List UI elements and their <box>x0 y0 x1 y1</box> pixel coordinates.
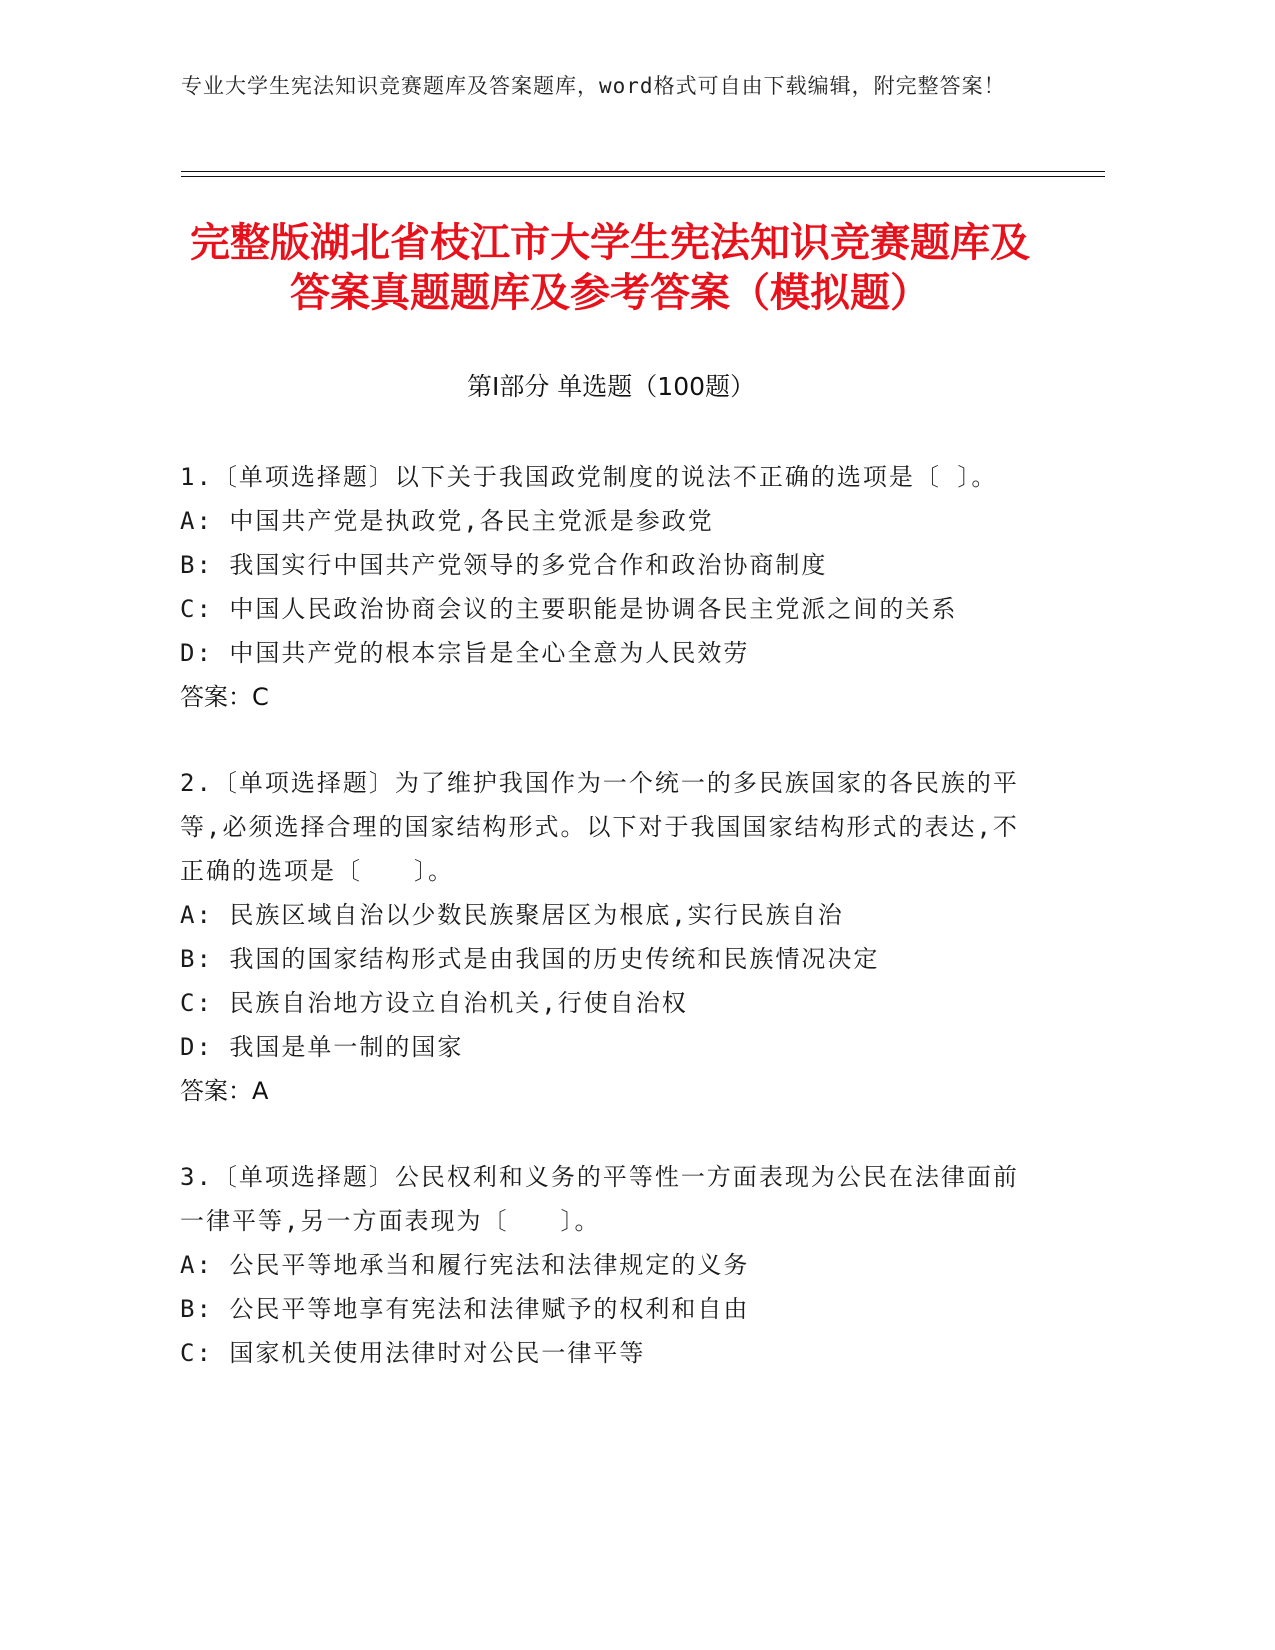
header-divider-bottom <box>181 176 1105 177</box>
option-b: B: 公民平等地享有宪法和法律赋予的权利和自由 <box>180 1295 750 1323</box>
question-stem: 2.〔单项选择题〕为了维护我国作为一个统一的多民族国家的各民族的平等,必须选择合理的国家结构形式。以下对于我国国家结构形式的表达,不正确的选项是〔 〕。 <box>180 769 1019 885</box>
answer: 答案：A <box>180 1077 269 1105</box>
option-c: C: 中国人民政治协商会议的主要职能是协调各民主党派之间的关系 <box>180 595 958 623</box>
header-note: 专业大学生宪法知识竞赛题库及答案题库，word格式可自由下载编辑，附完整答案！ <box>181 74 1006 98</box>
option-b: B: 我国的国家结构形式是由我国的历史传统和民族情况决定 <box>180 945 880 973</box>
option-a: A: 中国共产党是执政党,各民主党派是参政党 <box>180 507 714 535</box>
question-stem: 3.〔单项选择题〕公民权利和义务的平等性一方面表现为公民在法律面前一律平等,另一方面表现为〔 〕。 <box>180 1163 1019 1235</box>
question-stem: 1.〔单项选择题〕以下关于我国政党制度的说法不正确的选项是〔 〕。 <box>180 463 998 491</box>
option-c: C: 国家机关使用法律时对公民一律平等 <box>180 1339 646 1367</box>
option-d: D: 中国共产党的根本宗旨是全心全意为人民效劳 <box>180 639 750 667</box>
section-heading: 第Ⅰ部分 单选题（100题） <box>466 372 756 401</box>
question-1 <box>180 455 1050 719</box>
question-3 <box>180 1155 1050 1375</box>
question-list <box>180 455 1050 1417</box>
option-a: A: 公民平等地承当和履行宪法和法律规定的义务 <box>180 1251 750 1279</box>
option-c: C: 民族自治地方设立自治机关,行使自治权 <box>180 989 688 1017</box>
option-b: B: 我国实行中国共产党领导的多党合作和政治协商制度 <box>180 551 828 579</box>
option-d: D: 我国是单一制的国家 <box>180 1033 464 1061</box>
header-divider-top <box>181 171 1105 172</box>
document-title: 完整版湖北省枝江市大学生宪法知识竞赛题库及答案真题题库及参考答案（模拟题） <box>190 220 1030 316</box>
option-a: A: 民族区域自治以少数民族聚居区为根底,实行民族自治 <box>180 901 844 929</box>
question-2 <box>180 761 1050 1113</box>
answer: 答案：C <box>180 683 269 711</box>
